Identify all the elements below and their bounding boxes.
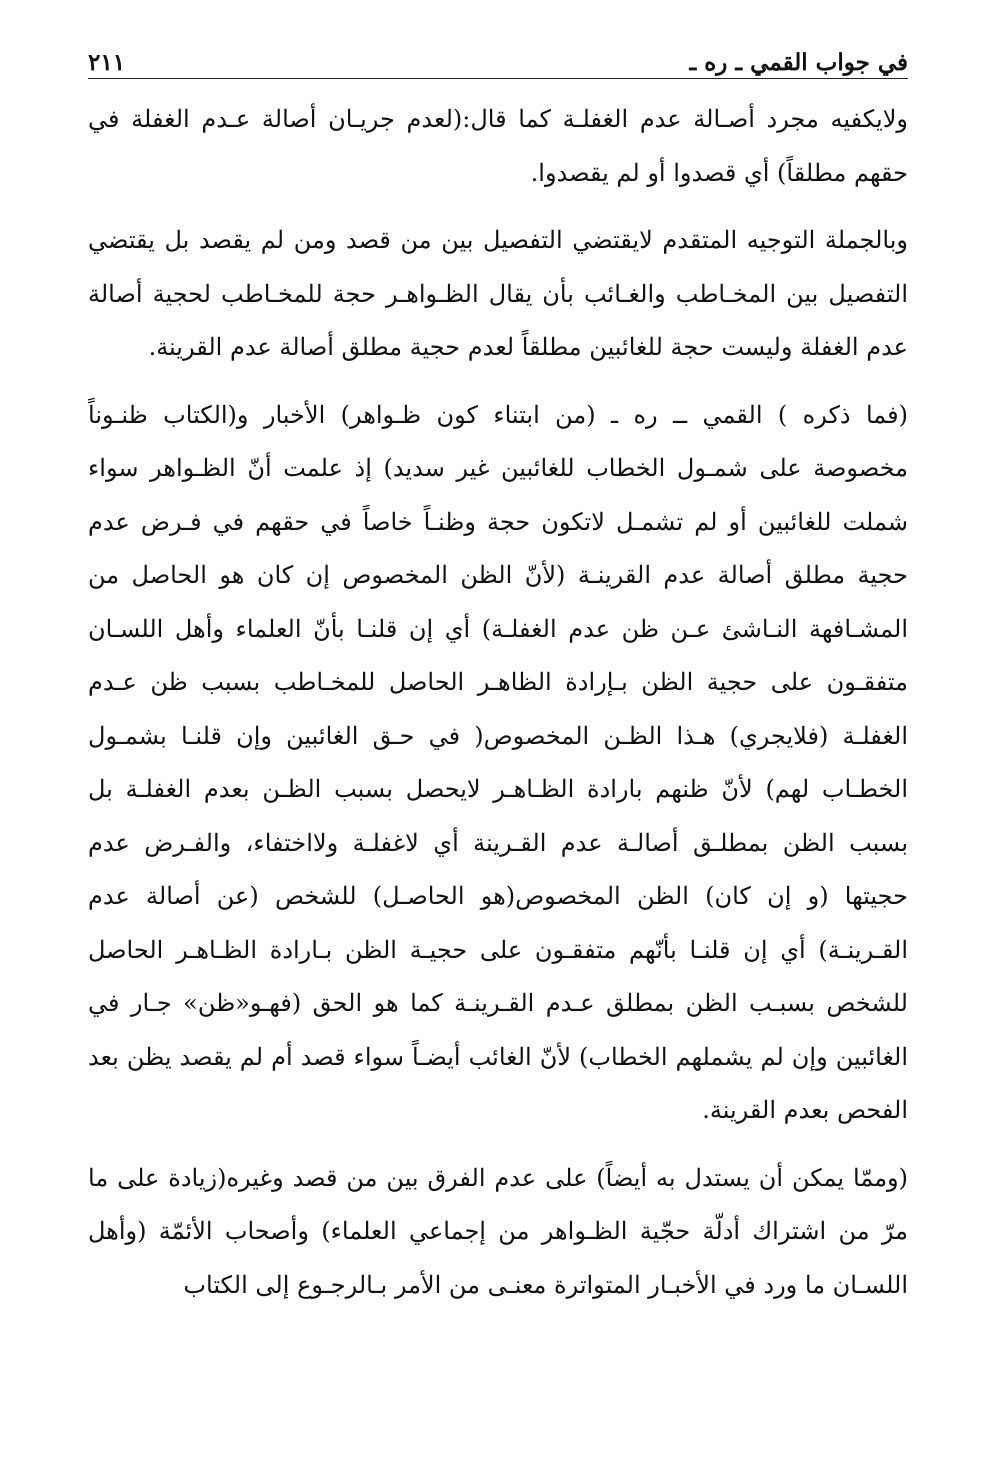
paragraph: وبالجملة التوجيه المتقدم لايقتضي التفصيل بين من قصد ومن لم يقصد بل يقتضي التفصيل بين المخـاطب والغـائب بأن يقال الظـواهـر حجة للمخـاطب لحجية أصالة عدم الغفلة وليست حجة للغائبين مطلقاً لعدم حجية مطلق أصالة عدم القرينة. — [88, 226, 908, 361]
paragraph: (وممّا يمكن أن يستدل به أيضاً) على عدم الفرق بين من قصد وغيره(زيادة على ما مرّ من اشتراك أدلّة حجّية الظـواهر من إجماعي العلماء) وأصحاب الأئمّة (وأهل اللسـان ما ورد في الأخبـار المتواترة معنـى من الأمر بـالرجـوع إلى الكتاب — [88, 1163, 908, 1299]
paragraph: ولايكفيه مجرد أصـالة عدم الغفلـة كما قال:(لعدم جريـان أصالة عـدم الغفلة في حقهم مطلقاً) أي قصدوا أو لم يقصدوا. — [88, 105, 908, 187]
running-title: في جواب القمي ـ ره ـ — [689, 49, 908, 76]
page-header — [88, 38, 908, 79]
body-text — [88, 93, 908, 1312]
page-number: ٢١١ — [88, 49, 126, 76]
paragraph: (فما ذكره ) القمي ــ ره ـ (من ابتناء كون ظـواهر) الأخبار و(الكتاب ظنـوناً مخصوصة على شمـول الخطاب للغائبين غير سديد) إذ علمت أنّ الظـواهر سواء شملت للغائبين أو لم تشمـل لاتكون حجة وظنـاً خاصاً في حقهم في فـرض عدم حجية مطلق أصالة عدم القرينـة (لأنّ الظن المخصوص إن كان هو الحاصل من المشـافهة النـاشئ عـن ظن عدم الغفلـة) أي إن قلنـا بأنّ العلماء وأهل اللسـان متفقـون على حجية الظن بـإرادة الظاهـر الحاصل للمخـاطب بسبب ظن عـدم الغفلـة (فلايجري) هـذا الظـن المخصوص( في حـق الغائبين وإن قلنـا بشمـول الخطـاب لهم) لأنّ ظنهم بارادة الظـاهـر لايحصل بسبب الظـن بعدم الغفلـة بل بسبب الظن بمطلـق أصالـة عدم القـرينة أي لاغفلـة ولااختفاء، والفـرض عدم حجيتها (و إن كان) الظن المخصوص(هو الحاصـل) للشخص (عن أصالة عدم القـرينـة) أي إن قلنـا بأنّهم متفقـون على حجيـة الظن بـارادة الظـاهـر الحاصل للشخص بسبـب الظن بمطلق عـدم القـرينـة كما هو الحق (فهـو«ظن» جـار في الغائبين وإن لم يشملهم الخطاب) لأنّ الغائب أيضـاً سواء قصد أم لم يقصد يظن بعد الفحص بعدم القرينة. — [88, 400, 908, 1124]
book-page — [88, 38, 908, 1312]
